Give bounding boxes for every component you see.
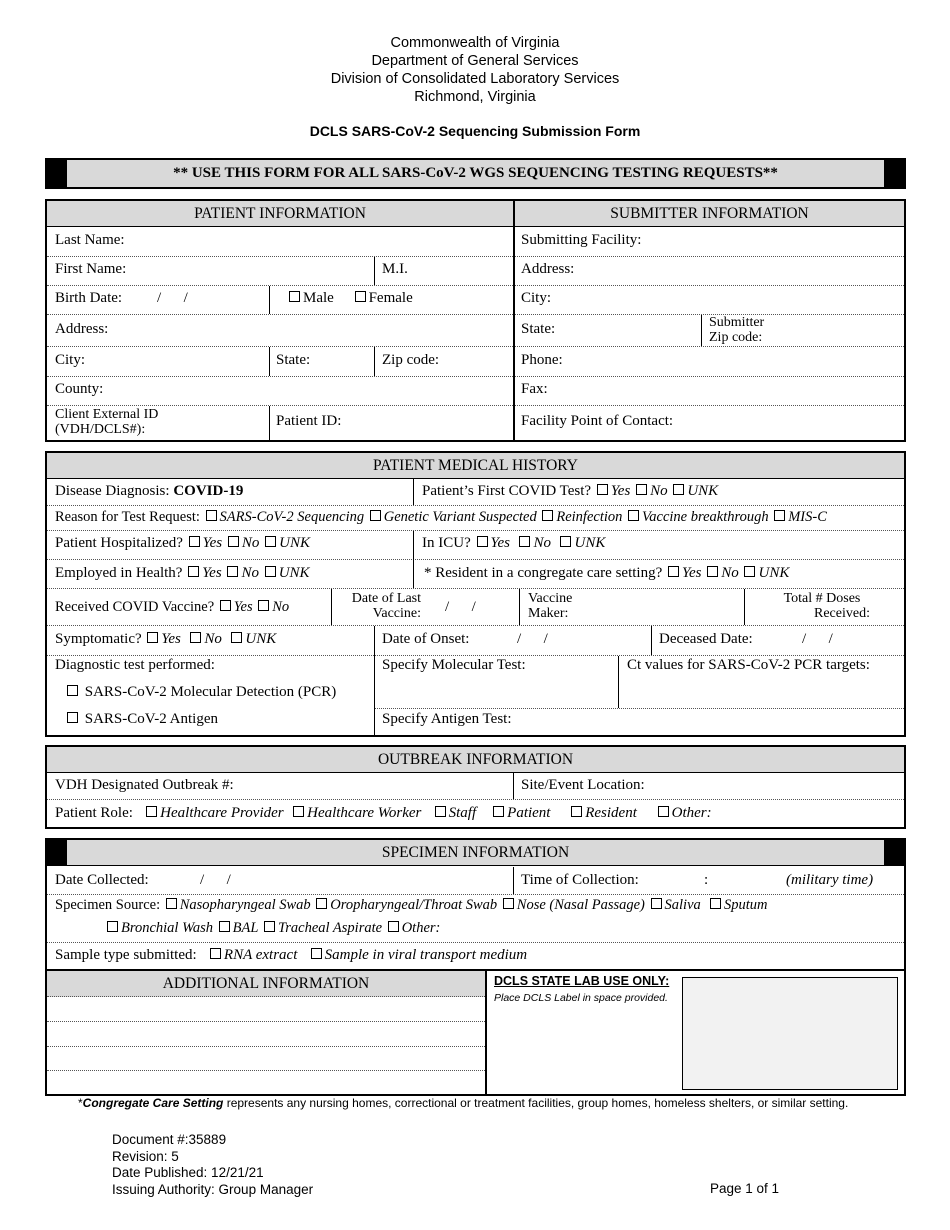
congregate-no-checkbox[interactable] bbox=[707, 566, 718, 577]
hospitalized-label: Patient Hospitalized? bbox=[55, 535, 183, 551]
footnote-term: Congregate Care Setting bbox=[82, 1096, 224, 1110]
patient-heading: PATIENT INFORMATION bbox=[47, 201, 513, 227]
first-test-yes-checkbox[interactable] bbox=[597, 484, 608, 495]
unk-label: UNK bbox=[574, 535, 606, 551]
outbreak-section bbox=[45, 745, 906, 829]
role-option: Other: bbox=[671, 805, 712, 821]
deceased-date-slashes: / / bbox=[802, 631, 833, 647]
vaccine-date-slashes: / / bbox=[445, 599, 476, 615]
first-test-label: Patient’s First COVID Test? bbox=[422, 483, 592, 499]
fax-field[interactable]: Fax: bbox=[521, 381, 548, 397]
reason-for-test bbox=[55, 509, 827, 526]
doses-label-2: Received: bbox=[814, 606, 870, 621]
unk-label: UNK bbox=[245, 631, 277, 647]
last-vaccine-label-2: Vaccine: bbox=[372, 606, 421, 621]
footnote-star: * bbox=[78, 1096, 83, 1110]
divider bbox=[47, 505, 904, 506]
yes-label: Yes bbox=[202, 565, 222, 581]
disease-diagnosis bbox=[55, 483, 243, 500]
reason-option: SARS-CoV-2 Sequencing bbox=[219, 509, 365, 525]
pcr-label: SARS-CoV-2 Molecular Detection (PCR) bbox=[84, 684, 337, 700]
outbreak-number-field[interactable]: VDH Designated Outbreak #: bbox=[55, 777, 234, 793]
congregate-care bbox=[424, 565, 789, 582]
patient-state-field[interactable]: State: bbox=[276, 352, 311, 368]
divider bbox=[269, 347, 270, 376]
divider bbox=[744, 589, 745, 625]
specimen-source-more bbox=[105, 920, 440, 937]
header-line-2: Department of General Services bbox=[371, 53, 579, 69]
divider bbox=[651, 626, 652, 655]
antigen-label: SARS-CoV-2 Antigen bbox=[84, 711, 218, 727]
time-colon: : bbox=[704, 872, 709, 888]
hospitalized-unk-checkbox[interactable] bbox=[265, 536, 276, 547]
sample-type bbox=[55, 947, 527, 964]
divider bbox=[47, 256, 513, 257]
patient-submitter-section bbox=[45, 199, 906, 442]
role-provider-checkbox[interactable] bbox=[146, 806, 157, 817]
hospitalized-yes-checkbox[interactable] bbox=[189, 536, 200, 547]
yes-label: Yes bbox=[161, 631, 181, 647]
antigen-test-field[interactable]: Specify Antigen Test: bbox=[382, 711, 512, 727]
onset-date-slashes: / / bbox=[517, 631, 548, 647]
doses-label-1: Total # Doses bbox=[783, 591, 861, 606]
congregate-footnote bbox=[78, 1096, 848, 1110]
employed-label: Employed in Health? bbox=[55, 565, 183, 581]
divider bbox=[47, 625, 904, 626]
role-patient-checkbox[interactable] bbox=[493, 806, 504, 817]
time-of-collection-field[interactable]: Time of Collection: bbox=[521, 872, 639, 888]
client-external-id-field[interactable] bbox=[55, 407, 158, 437]
divider bbox=[47, 655, 904, 656]
patient-role-label: Patient Role: bbox=[55, 805, 133, 821]
page-number: Page 1 of 1 bbox=[710, 1181, 780, 1196]
no-label: No bbox=[241, 535, 260, 551]
source-bronchial-checkbox[interactable] bbox=[107, 921, 118, 932]
yes-label: Yes bbox=[233, 599, 253, 615]
birth-date-slashes: / / bbox=[157, 290, 188, 306]
hospitalized bbox=[55, 535, 310, 552]
role-resident-checkbox[interactable] bbox=[571, 806, 582, 817]
collected-date-slashes: / / bbox=[200, 872, 231, 888]
phone-field[interactable]: Phone: bbox=[521, 352, 563, 368]
unk-label: UNK bbox=[279, 535, 310, 551]
icu-label: In ICU? bbox=[422, 535, 471, 551]
antigen-checkbox[interactable] bbox=[67, 712, 78, 723]
source-option: Sputum bbox=[724, 897, 768, 913]
source-bal-checkbox[interactable] bbox=[219, 921, 230, 932]
divider bbox=[269, 286, 270, 314]
vaccine-no-checkbox[interactable] bbox=[258, 600, 269, 611]
source-op-checkbox[interactable] bbox=[316, 898, 327, 909]
divider bbox=[515, 346, 904, 347]
additional-info-heading: ADDITIONAL INFORMATION bbox=[47, 971, 485, 997]
divider bbox=[374, 347, 375, 376]
outbreak-heading: OUTBREAK INFORMATION bbox=[47, 747, 904, 773]
employed-in-health bbox=[55, 565, 310, 582]
divider bbox=[47, 942, 904, 943]
divider bbox=[618, 656, 619, 708]
vaccine-maker-field[interactable] bbox=[528, 591, 572, 621]
congregate-label: * Resident in a congregate care setting? bbox=[424, 565, 663, 581]
submitter-zip-field[interactable] bbox=[709, 315, 764, 345]
role-option: Staff bbox=[448, 805, 477, 821]
client-id-label-1: Client External ID bbox=[55, 407, 159, 422]
source-option: Saliva bbox=[664, 897, 701, 913]
patient-address-field[interactable]: Address: bbox=[55, 321, 109, 337]
patient-role bbox=[55, 805, 712, 822]
congregate-unk-checkbox[interactable] bbox=[744, 566, 755, 577]
last-name-field[interactable]: Last Name: bbox=[55, 232, 125, 248]
county-field[interactable]: County: bbox=[55, 381, 104, 397]
dcls-label-box bbox=[682, 977, 898, 1090]
divider bbox=[701, 315, 702, 346]
divider bbox=[47, 588, 904, 589]
no-label: No bbox=[272, 599, 290, 615]
female-checkbox[interactable] bbox=[355, 291, 366, 302]
sample-type-label: Sample type submitted: bbox=[55, 947, 197, 963]
role-other-checkbox[interactable] bbox=[658, 806, 669, 817]
divider bbox=[513, 867, 514, 894]
divider bbox=[374, 257, 375, 285]
male-checkbox[interactable] bbox=[289, 291, 300, 302]
male-label: Male bbox=[303, 290, 334, 306]
role-option: Patient bbox=[507, 805, 551, 821]
employed-no-checkbox[interactable] bbox=[227, 566, 238, 577]
source-option: Other: bbox=[401, 920, 441, 936]
icu-no-checkbox[interactable] bbox=[519, 536, 530, 547]
last-vaccine-date-field[interactable] bbox=[341, 591, 421, 621]
additional-info-field[interactable] bbox=[49, 998, 483, 1092]
birth-date-field[interactable]: Birth Date: bbox=[55, 290, 123, 306]
hospitalized-no-checkbox[interactable] bbox=[228, 536, 239, 547]
first-covid-test bbox=[422, 483, 718, 500]
no-label: No bbox=[241, 565, 259, 581]
divider bbox=[374, 708, 904, 709]
divider bbox=[515, 285, 904, 286]
submitter-heading: SUBMITTER INFORMATION bbox=[515, 201, 904, 227]
patient-city-field[interactable]: City: bbox=[55, 352, 86, 368]
symptomatic-no-checkbox[interactable] bbox=[190, 632, 201, 643]
female-label: Female bbox=[368, 290, 413, 306]
reason-option: Vaccine breakthrough bbox=[642, 509, 769, 525]
pcr-checkbox[interactable] bbox=[67, 685, 78, 696]
divider bbox=[47, 559, 904, 560]
divider bbox=[519, 589, 520, 625]
vaccine-yes-checkbox[interactable] bbox=[220, 600, 231, 611]
header-line-4: Richmond, Virginia bbox=[414, 89, 536, 105]
divider bbox=[47, 376, 513, 377]
specimen-section bbox=[45, 838, 906, 1096]
specimen-heading: SPECIMEN INFORMATION bbox=[67, 840, 884, 865]
role-staff-checkbox[interactable] bbox=[435, 806, 446, 817]
date-collected-field[interactable]: Date Collected: bbox=[55, 872, 149, 888]
divider bbox=[47, 285, 513, 286]
source-other-checkbox[interactable] bbox=[388, 921, 399, 932]
source-tracheal-checkbox[interactable] bbox=[264, 921, 275, 932]
first-name-field[interactable]: First Name: bbox=[55, 261, 127, 277]
role-option: Healthcare Provider bbox=[160, 805, 284, 821]
antigen-option bbox=[65, 711, 218, 728]
source-saliva-checkbox[interactable] bbox=[651, 898, 662, 909]
unk-label: UNK bbox=[758, 565, 790, 581]
submitter-zip-label-1: Submitter bbox=[709, 315, 765, 330]
no-label: No bbox=[533, 535, 551, 551]
issuing-authority: Issuing Authority: Group Manager bbox=[112, 1181, 314, 1197]
viral-transport-checkbox[interactable] bbox=[311, 948, 322, 959]
submitting-facility-field[interactable]: Submitting Facility: bbox=[521, 232, 642, 248]
submitter-city-field[interactable]: City: bbox=[521, 290, 552, 306]
source-np-checkbox[interactable] bbox=[166, 898, 177, 909]
yes-label: Yes bbox=[490, 535, 510, 551]
ct-values-field[interactable]: Ct values for SARS-CoV-2 PCR targets: bbox=[627, 657, 870, 673]
specimen-source bbox=[55, 897, 768, 914]
lab-use-title: DCLS STATE LAB USE ONLY: bbox=[494, 974, 670, 988]
divider bbox=[331, 589, 332, 625]
sample-option: Sample in viral transport medium bbox=[324, 947, 528, 963]
icu-yes-checkbox[interactable] bbox=[477, 536, 488, 547]
divider bbox=[515, 405, 904, 406]
facility-contact-field[interactable]: Facility Point of Contact: bbox=[521, 413, 674, 429]
divider bbox=[513, 773, 514, 799]
first-test-no-checkbox[interactable] bbox=[636, 484, 647, 495]
source-sputum-checkbox[interactable] bbox=[710, 898, 721, 909]
yes-label: Yes bbox=[610, 483, 631, 499]
rna-extract-checkbox[interactable] bbox=[210, 948, 221, 959]
revision: Revision: 5 bbox=[112, 1148, 179, 1164]
submitter-state-field[interactable]: State: bbox=[521, 321, 556, 337]
role-option: Healthcare Worker bbox=[307, 805, 422, 821]
no-label: No bbox=[204, 631, 222, 647]
no-label: No bbox=[721, 565, 739, 581]
divider bbox=[515, 376, 904, 377]
role-worker-checkbox[interactable] bbox=[293, 806, 304, 817]
divider bbox=[47, 314, 513, 315]
lab-use-instruction: Place DCLS Label in space provided. bbox=[494, 992, 668, 1004]
icu bbox=[422, 535, 605, 552]
divider bbox=[47, 530, 904, 531]
congregate-yes-checkbox[interactable] bbox=[668, 566, 679, 577]
submitter-zip-label-2: Zip code: bbox=[709, 330, 763, 345]
reason-reinfection-checkbox[interactable] bbox=[542, 510, 553, 521]
vaccine-label: Received COVID Vaccine? bbox=[55, 599, 215, 615]
reason-breakthrough-checkbox[interactable] bbox=[628, 510, 639, 521]
site-location-field[interactable]: Site/Event Location: bbox=[521, 777, 645, 793]
reason-misc-checkbox[interactable] bbox=[774, 510, 785, 521]
unk-label: UNK bbox=[278, 565, 310, 581]
first-test-unk-checkbox[interactable] bbox=[673, 484, 684, 495]
document-info bbox=[112, 1132, 313, 1198]
date-published: Date Published: 12/21/21 bbox=[112, 1165, 264, 1180]
client-id-label-2: (VDH/DCLS#): bbox=[55, 422, 146, 437]
received-vaccine bbox=[55, 599, 289, 616]
source-option: BAL bbox=[232, 920, 259, 936]
divider bbox=[47, 405, 513, 406]
employed-yes-checkbox[interactable] bbox=[188, 566, 199, 577]
molecular-test-field[interactable]: Specify Molecular Test: bbox=[382, 657, 526, 673]
employed-unk-checkbox[interactable] bbox=[265, 566, 276, 577]
source-nose-checkbox[interactable] bbox=[503, 898, 514, 909]
no-label: No bbox=[650, 483, 668, 499]
diagnostic-test-label: Diagnostic test performed: bbox=[55, 657, 215, 673]
reason-option: MIS-C bbox=[788, 509, 827, 525]
icu-unk-checkbox[interactable] bbox=[560, 536, 571, 547]
reason-label: Reason for Test Request: bbox=[55, 509, 200, 525]
diagnosis-value: COVID-19 bbox=[173, 483, 244, 499]
reason-option: Reinfection bbox=[556, 509, 623, 525]
source-option: Bronchial Wash bbox=[121, 920, 213, 936]
medical-history-section bbox=[45, 451, 906, 737]
divider bbox=[47, 346, 513, 347]
divider bbox=[485, 970, 487, 1094]
divider bbox=[374, 626, 375, 735]
symptomatic-yes-checkbox[interactable] bbox=[147, 632, 158, 643]
history-heading: PATIENT MEDICAL HISTORY bbox=[47, 453, 904, 479]
divider bbox=[47, 894, 904, 895]
patient-zip-field[interactable]: Zip code: bbox=[382, 352, 440, 368]
reason-variant-checkbox[interactable] bbox=[370, 510, 381, 521]
military-time-note: (military time) bbox=[786, 872, 874, 888]
document-number: Document #:35889 bbox=[112, 1132, 227, 1147]
instruction-banner bbox=[45, 158, 906, 189]
date-of-onset-field[interactable]: Date of Onset: bbox=[382, 631, 470, 647]
symptomatic bbox=[55, 631, 276, 648]
divider bbox=[413, 531, 414, 588]
source-option: Nasopharyngeal Swab bbox=[179, 897, 311, 913]
divider bbox=[269, 406, 270, 440]
last-vaccine-label-1: Date of Last bbox=[351, 591, 421, 606]
pcr-option bbox=[65, 684, 336, 701]
yes-label: Yes bbox=[682, 565, 702, 581]
sample-option: RNA extract bbox=[223, 947, 298, 963]
reason-option: Genetic Variant Suspected bbox=[383, 509, 537, 525]
specimen-source-label: Specimen Source: bbox=[55, 897, 161, 913]
banner-text: ** USE THIS FORM FOR ALL SARS-CoV-2 WGS SEQUENCING TESTING REQUESTS** bbox=[67, 160, 884, 187]
deceased-date-field[interactable]: Deceased Date: bbox=[659, 631, 753, 647]
unk-label: UNK bbox=[687, 483, 719, 499]
form-title: DCLS SARS-CoV-2 Sequencing Submission Form bbox=[309, 123, 641, 139]
patient-id-field[interactable]: Patient ID: bbox=[276, 413, 342, 429]
mi-field[interactable]: M.I. bbox=[382, 261, 408, 277]
submitter-address-field[interactable]: Address: bbox=[521, 261, 575, 277]
source-option: Oropharyngeal/Throat Swab bbox=[330, 897, 498, 913]
vaccine-maker-label-2: Maker: bbox=[528, 606, 569, 621]
symptomatic-label: Symptomatic? bbox=[55, 631, 142, 647]
total-doses-field[interactable] bbox=[747, 591, 897, 621]
sex-options bbox=[287, 290, 413, 307]
role-option: Resident bbox=[585, 805, 637, 821]
header-line-1: Commonwealth of Virginia bbox=[390, 35, 560, 51]
source-option: Tracheal Aspirate bbox=[278, 920, 383, 936]
reason-sequencing-checkbox[interactable] bbox=[206, 510, 217, 521]
symptomatic-unk-checkbox[interactable] bbox=[231, 632, 242, 643]
divider bbox=[47, 799, 904, 800]
divider bbox=[413, 479, 414, 505]
divider bbox=[515, 256, 904, 257]
specimen-heading-bar bbox=[47, 840, 904, 866]
yes-label: Yes bbox=[202, 535, 223, 551]
diagnosis-label: Disease Diagnosis: bbox=[55, 483, 170, 499]
source-option: Nose (Nasal Passage) bbox=[516, 897, 645, 913]
footnote-text: represents any nursing homes, correctional or treatment facilities, group homes, homeless shelters, or similar setting. bbox=[223, 1096, 849, 1110]
header-line-3: Division of Consolidated Laboratory Services bbox=[330, 71, 620, 87]
vaccine-maker-label-1: Vaccine bbox=[528, 591, 573, 606]
